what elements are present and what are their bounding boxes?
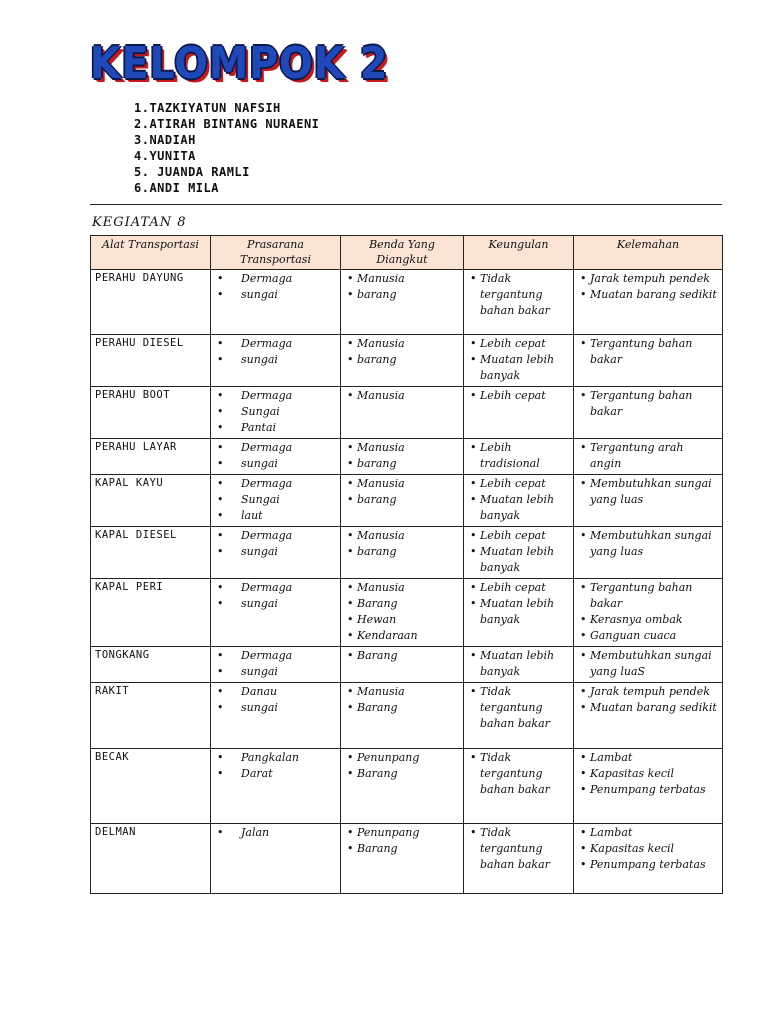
list-item: • sungai [241, 456, 336, 472]
keunggulan-cell [464, 527, 574, 579]
list-item: • laut [241, 508, 336, 524]
kelemahan-list [578, 528, 718, 560]
kelemahan-cell [574, 335, 723, 387]
keunggulan-list [468, 648, 569, 680]
table-row [91, 270, 723, 335]
list-item: • barang [357, 492, 459, 508]
kelemahan-cell [574, 475, 723, 527]
transport-name-cell: PERAHU BOOT [91, 387, 211, 439]
list-item: • Manusia [357, 336, 459, 352]
list-item: • Lebih cepat [480, 336, 569, 352]
keunggulan-list [468, 580, 569, 628]
prasarana-list [215, 476, 336, 524]
kelemahan-cell [574, 387, 723, 439]
table-row [91, 824, 723, 894]
list-item: • Kendaraan [357, 628, 459, 644]
column-header: Kelemahan [574, 236, 723, 270]
list-item: • Penumpang terbatas [590, 857, 718, 873]
keunggulan-cell [464, 749, 574, 824]
keunggulan-list [468, 336, 569, 384]
list-item: • barang [357, 544, 459, 560]
table-row [91, 749, 723, 824]
list-item: • Barang [357, 648, 459, 664]
list-item: • Dermaga [241, 580, 336, 596]
list-item: • Dermaga [241, 476, 336, 492]
list-item: • Sungai [241, 404, 336, 420]
list-item: • Darat [241, 766, 336, 782]
kelemahan-cell [574, 579, 723, 647]
list-item: • Manusia [357, 440, 459, 456]
list-item: • Muatan lebih banyak [480, 648, 569, 680]
benda-cell [341, 270, 464, 335]
prasarana-list [215, 528, 336, 560]
keunggulan-cell [464, 579, 574, 647]
list-item: • Muatan lebih banyak [480, 352, 569, 384]
kelemahan-cell [574, 527, 723, 579]
benda-list [345, 580, 459, 644]
kelemahan-cell [574, 647, 723, 683]
benda-cell [341, 749, 464, 824]
list-item: • Jarak tempuh pendek [590, 271, 718, 287]
column-header: Keungulan [464, 236, 574, 270]
kelemahan-list [578, 336, 718, 368]
benda-cell [341, 387, 464, 439]
table-row [91, 335, 723, 387]
benda-cell [341, 683, 464, 749]
transport-name-cell: PERAHU DAYUNG [91, 270, 211, 335]
list-item: • Barang [357, 766, 459, 782]
prasarana-cell [211, 439, 341, 475]
member-item: 4.YUNITA [134, 149, 196, 163]
kelemahan-list [578, 388, 718, 420]
benda-list [345, 648, 459, 664]
list-item: • Ganguan cuaca [590, 628, 718, 644]
list-item: • sungai [241, 544, 336, 560]
list-item: • Jalan [241, 825, 336, 841]
member-list [134, 100, 319, 196]
member-item: 1.TAZKIYATUN NAFSIH [134, 101, 281, 115]
list-item: • barang [357, 456, 459, 472]
kelemahan-list [578, 825, 718, 873]
kelemahan-list [578, 440, 718, 472]
list-item: • Dermaga [241, 440, 336, 456]
prasarana-cell [211, 527, 341, 579]
prasarana-cell [211, 749, 341, 824]
keunggulan-list [468, 271, 569, 319]
list-item: • Jarak tempuh pendek [590, 684, 718, 700]
list-item: • Sungai [241, 492, 336, 508]
transport-name-cell: KAPAL DIESEL [91, 527, 211, 579]
list-item: • barang [357, 352, 459, 368]
benda-list [345, 388, 459, 404]
list-item: • sungai [241, 664, 336, 680]
list-item: • Dermaga [241, 388, 336, 404]
keunggulan-list [468, 476, 569, 524]
benda-list [345, 271, 459, 303]
table-row [91, 475, 723, 527]
keunggulan-list [468, 684, 569, 732]
keunggulan-cell [464, 647, 574, 683]
keunggulan-cell [464, 335, 574, 387]
benda-list [345, 825, 459, 857]
benda-cell [341, 475, 464, 527]
list-item: • Tergantung bahan bakar [590, 336, 718, 368]
table-row [91, 387, 723, 439]
list-item: • Lebih tradisional [480, 440, 569, 472]
list-item: • Muatan barang sedikit [590, 700, 718, 716]
table-body [91, 270, 723, 894]
keunggulan-list [468, 825, 569, 873]
prasarana-cell [211, 475, 341, 527]
transport-name-cell: BECAK [91, 749, 211, 824]
member-item: 2.ATIRAH BINTANG NURAENI [134, 117, 320, 131]
table-row [91, 579, 723, 647]
list-item: • Tidak tergantung bahan bakar [480, 825, 569, 873]
prasarana-cell [211, 270, 341, 335]
transport-name-cell: RAKIT [91, 683, 211, 749]
list-item: • sungai [241, 287, 336, 303]
list-item: • Muatan lebih banyak [480, 596, 569, 628]
prasarana-list [215, 750, 336, 782]
table-row [91, 527, 723, 579]
kelemahan-list [578, 750, 718, 798]
list-item: • Tidak tergantung bahan bakar [480, 750, 569, 798]
prasarana-cell [211, 824, 341, 894]
list-item: • Muatan lebih banyak [480, 544, 569, 576]
transport-name-cell: PERAHU DIESEL [91, 335, 211, 387]
benda-list [345, 336, 459, 368]
prasarana-list [215, 271, 336, 303]
column-header: Prasarana Transportasi [211, 236, 341, 270]
list-item: • barang [357, 287, 459, 303]
prasarana-cell [211, 579, 341, 647]
list-item: • Kapasitas kecil [590, 766, 718, 782]
list-item: • Membutuhkan sungai yang luaS [590, 648, 718, 680]
list-item: • Dermaga [241, 271, 336, 287]
list-item: • Manusia [357, 528, 459, 544]
transport-name-cell: PERAHU LAYAR [91, 439, 211, 475]
table-header-row [91, 236, 723, 270]
keunggulan-cell [464, 475, 574, 527]
divider [90, 204, 722, 205]
prasarana-cell [211, 647, 341, 683]
kelemahan-list [578, 648, 718, 680]
keunggulan-cell [464, 387, 574, 439]
list-item: • Penunpang [357, 825, 459, 841]
list-item: • Membutuhkan sungai yang luas [590, 528, 718, 560]
keunggulan-list [468, 528, 569, 576]
section-title: KEGIATAN 8 [92, 215, 187, 230]
list-item: • sungai [241, 700, 336, 716]
transport-name-cell: KAPAL KAYU [91, 475, 211, 527]
table-row [91, 439, 723, 475]
kelemahan-cell [574, 824, 723, 894]
list-item: • Muatan lebih banyak [480, 492, 569, 524]
keunggulan-list [468, 750, 569, 798]
prasarana-list [215, 440, 336, 472]
prasarana-list [215, 336, 336, 368]
list-item: • Kerasnya ombak [590, 612, 718, 628]
list-item: • Pantai [241, 420, 336, 436]
kelemahan-list [578, 684, 718, 716]
keunggulan-list [468, 440, 569, 472]
list-item: • Dermaga [241, 336, 336, 352]
benda-cell [341, 647, 464, 683]
kelemahan-cell [574, 270, 723, 335]
list-item: • sungai [241, 596, 336, 612]
list-item: • Tidak tergantung bahan bakar [480, 684, 569, 732]
benda-cell [341, 439, 464, 475]
list-item: • Muatan barang sedikit [590, 287, 718, 303]
benda-list [345, 440, 459, 472]
list-item: • Barang [357, 700, 459, 716]
benda-cell [341, 824, 464, 894]
list-item: • Manusia [357, 580, 459, 596]
list-item: • Hewan [357, 612, 459, 628]
keunggulan-cell [464, 439, 574, 475]
transport-name-cell: KAPAL PERI [91, 579, 211, 647]
list-item: • Lambat [590, 825, 718, 841]
keunggulan-cell [464, 270, 574, 335]
list-item: • Pangkalan [241, 750, 336, 766]
list-item: • Dermaga [241, 648, 336, 664]
prasarana-cell [211, 335, 341, 387]
benda-cell [341, 579, 464, 647]
list-item: • Penumpang terbatas [590, 782, 718, 798]
table-row [91, 683, 723, 749]
prasarana-list [215, 388, 336, 436]
list-item: • Tidak tergantung bahan bakar [480, 271, 569, 319]
prasarana-list [215, 648, 336, 680]
list-item: • Tergantung bahan bakar [590, 580, 718, 612]
list-item: • Danau [241, 684, 336, 700]
list-item: • Membutuhkan sungai yang luas [590, 476, 718, 508]
member-item: 3.NADIAH [134, 133, 196, 147]
member-item: 5. JUANDA RAMLI [134, 165, 250, 179]
benda-list [345, 528, 459, 560]
keunggulan-list [468, 388, 569, 404]
transport-table [90, 235, 723, 894]
prasarana-cell [211, 387, 341, 439]
list-item: • Dermaga [241, 528, 336, 544]
list-item: • Lebih cepat [480, 580, 569, 596]
column-header: Alat Transportasi [91, 236, 211, 270]
list-item: • Lambat [590, 750, 718, 766]
keunggulan-cell [464, 824, 574, 894]
document-title: KELOMPOK 2 [90, 38, 389, 89]
benda-list [345, 476, 459, 508]
list-item: • Kapasitas kecil [590, 841, 718, 857]
transport-name-cell: DELMAN [91, 824, 211, 894]
transport-name-cell: TONGKANG [91, 647, 211, 683]
benda-list [345, 684, 459, 716]
list-item: • Manusia [357, 476, 459, 492]
list-item: • Lebih cepat [480, 388, 569, 404]
list-item: • Lebih cepat [480, 476, 569, 492]
benda-cell [341, 527, 464, 579]
prasarana-list [215, 825, 336, 841]
kelemahan-list [578, 476, 718, 508]
kelemahan-cell [574, 749, 723, 824]
column-header: Benda Yang Diangkut [341, 236, 464, 270]
list-item: • Manusia [357, 684, 459, 700]
prasarana-list [215, 580, 336, 612]
list-item: • Tergantung bahan bakar [590, 388, 718, 420]
kelemahan-cell [574, 439, 723, 475]
benda-list [345, 750, 459, 782]
kelemahan-list [578, 271, 718, 303]
list-item: • Penunpang [357, 750, 459, 766]
prasarana-list [215, 684, 336, 716]
list-item: • sungai [241, 352, 336, 368]
table-row [91, 647, 723, 683]
list-item: • Manusia [357, 271, 459, 287]
prasarana-cell [211, 683, 341, 749]
kelemahan-list [578, 580, 718, 644]
list-item: • Manusia [357, 388, 459, 404]
benda-cell [341, 335, 464, 387]
member-item: 6.ANDI MILA [134, 181, 219, 195]
keunggulan-cell [464, 683, 574, 749]
list-item: • Barang [357, 841, 459, 857]
list-item: • Barang [357, 596, 459, 612]
list-item: • Tergantung arah angin [590, 440, 718, 472]
kelemahan-cell [574, 683, 723, 749]
list-item: • Lebih cepat [480, 528, 569, 544]
